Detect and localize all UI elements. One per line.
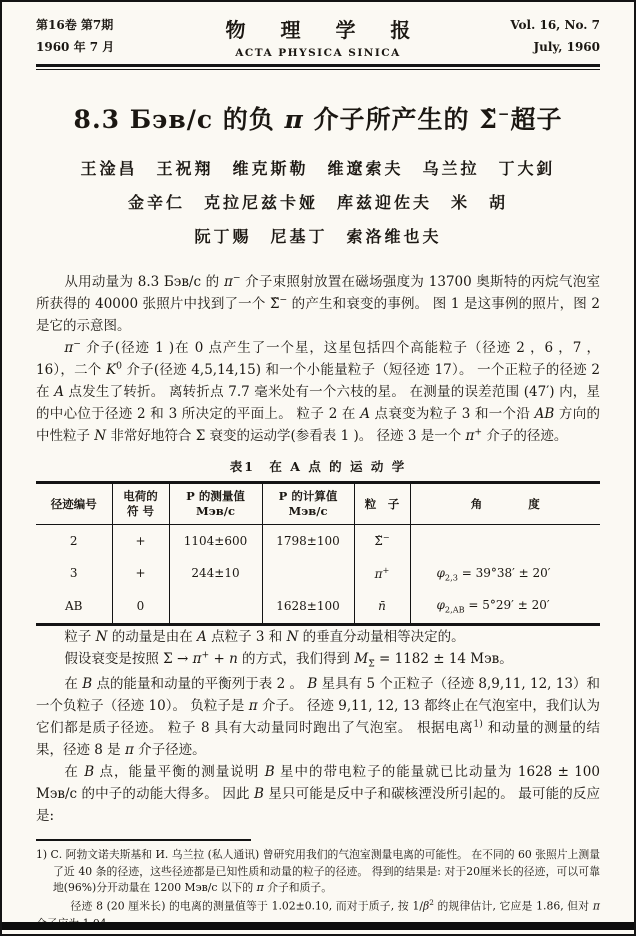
col-header-track-number: 径迹编号 bbox=[36, 483, 112, 525]
cell-p-measured: 1104±600 bbox=[169, 525, 262, 558]
header-rule bbox=[36, 64, 600, 70]
paragraph-mass: 假设衰变是按照 Σ → π+ + n 的方式，我们得到 $M_{\Sigmã} = 1182 \pm 14$ Мэв。 bbox=[64, 649, 513, 670]
table-row-track-AB bbox=[36, 590, 600, 624]
cell-p-measured bbox=[169, 590, 262, 624]
col-header-particle: 粒 子 bbox=[354, 483, 410, 525]
cell-particle: Σ̃− bbox=[354, 525, 410, 558]
journal-header bbox=[36, 14, 600, 59]
col-header-p-measured: P 的测量值 Мэв/c bbox=[169, 483, 262, 525]
journal-title-block bbox=[166, 14, 470, 59]
kinematics-table bbox=[36, 481, 600, 626]
paragraph-star-b: 在 B 点的能量和动量的平衡列于表 2 。 B 星具有 5 个正粒子（径迹 8,9,11, 12, 13）和一个负粒子（径迹 10）。 负粒子是 π 介子。 径迹 9,11, 12, 13 都终止在气泡室中，我们认为它们都是质子径迹。 粒子 8 具有大动量同时跑出了气泡室。 根据电离$^{1)}$ 和动量的测量的结果，径迹 8 是 π 介子径迹。 bbox=[36, 675, 600, 758]
footnote-1: 1) С. 阿勃文诺夫斯基和 И. 乌兰拉 (私人通讯) 曾研究用我们的气泡室测量电离的可能性。 在不同的 60 张照片上测量了近 40 条的径迹，这些径迹都是已知性质和动量的粒子的径迹。 得到的结果是: 对于20厘米长的径迹，可以可靠地(96%)分开动量在 1200 Мэв/c 以下的 π 介子和质子。 bbox=[36, 847, 600, 895]
cell-charge: + bbox=[112, 558, 169, 591]
footnote-rule bbox=[36, 839, 251, 841]
cell-angle: $\varphi_{2,3} = 39^\circ 38' \pm 20'$ bbox=[410, 558, 600, 591]
issue-volume-cn: 第16卷 第7期 bbox=[36, 18, 114, 32]
table-row-track-2 bbox=[36, 525, 600, 558]
journal-title-cn: 物 理 学 报 bbox=[225, 18, 425, 42]
author-block bbox=[36, 156, 600, 247]
author-line-1: 王淦昌 王祝翔 维克斯勒 维遼索夫 乌兰拉 丁大釗 bbox=[80, 159, 556, 178]
paragraph-event-description: π− 介子(径迹 1 )在 0 点产生了一个星，这星包括四个高能粒子（径迹 2 ，6 ，7 ，16），二个 $K^0$ 介子(径迹 4,5,14,15) 和一个小能量粒子（短径迹 17）。 一个正粒子的径迹 2 在 A 点发生了转折。 离转折点 7.7 毫米处有一个六枝的星。 在测量的误差范围 (47′) 内，星的中心位于径迹 2 和 3 所决定的平面上。 粒子 2 在 A 点衰变为粒子 3 和一个沿 AB 方向的中性粒子 N 非常好地符合 Σ 衰变的运动学(参看表 1 )。 径迹 3 是一个 π+ 介子的径迹。 bbox=[36, 338, 600, 444]
page-bottom-bar bbox=[2, 922, 634, 930]
cell-p-measured: 244±10 bbox=[169, 558, 262, 591]
article-body bbox=[36, 271, 600, 827]
cell-p-computed bbox=[262, 558, 354, 591]
cell-track: AB bbox=[65, 599, 83, 614]
issue-block-en bbox=[470, 14, 600, 58]
cell-p-computed: 1798±100 bbox=[262, 525, 354, 558]
paragraph-annihilation: 在 B 点，能量平衡的测量说明 B 星中的带电粒子的能量就已比动量为 1628 ± 100 Мэв/c 的中子的动能大得多。 因此 B 星只可能是反中子和碳核湮没所引起的。 最可能的反应是: bbox=[36, 763, 600, 824]
col-header-p-computed: P 的计算值 Мэв/c bbox=[262, 483, 354, 525]
paragraph-intro: 从用动量为 8.3 Бэв/c 的 π− 介子束照射放置在磁场强度为 13700 奥斯特的丙烷气泡室所获得的 40000 张照片中找到了一个 Σ̃− 的产生和衰变的事例。 图 1 是这事例的照片，图 2 是它的示意图。 bbox=[36, 272, 600, 334]
cell-charge: 0 bbox=[112, 590, 169, 624]
author-line-2: 金辛仁 克拉尼兹卡娅 库兹迎佐夫 米 胡 bbox=[127, 193, 508, 212]
cell-track: 2 bbox=[69, 533, 78, 548]
paragraph-momentum-n: 粒子 N 的动量是由在 A 点粒子 3 和 N 的垂直分动量相等决定的。 bbox=[64, 629, 465, 646]
col-header-angle: 角 度 bbox=[410, 483, 600, 525]
cell-angle: $\varphi_{2,AB} = 5^\circ 29' \pm 20'$ bbox=[410, 590, 600, 624]
cell-particle: n̄ bbox=[354, 590, 410, 624]
cell-track: 3 bbox=[69, 566, 78, 581]
author-line-3: 阮丁赐 尼基丁 索洛维也夫 bbox=[194, 227, 442, 246]
cell-charge: + bbox=[112, 525, 169, 558]
issue-block-cn bbox=[36, 14, 166, 58]
issue-volume-en: Vol. 16, No. 7 bbox=[510, 18, 600, 32]
paper-title: 8.3 Бэв/c 的负 π 介子所产生的 Σ̃−超子 bbox=[73, 105, 563, 134]
journal-title-en: ACTA PHYSICA SINICA bbox=[235, 47, 401, 59]
footnote-1-continued: 径迹 8 (20 厘米长) 的电离的测量值等于 1.02±0.10, 而对于质子, 按 $1/\beta^2$ 的规律估计, 它应是 1.86, 但对 π bbox=[70, 898, 600, 913]
col-header-charge-sign: 电荷的 符 号 bbox=[112, 483, 169, 525]
table-caption: 表1 在 A 点 的 运 动 学 bbox=[229, 459, 407, 474]
table-row-track-3 bbox=[36, 558, 600, 591]
cell-p-computed: 1628±100 bbox=[262, 590, 354, 624]
issue-date-cn: 1960 年 7 月 bbox=[36, 40, 115, 55]
cell-angle bbox=[410, 525, 600, 558]
cell-particle: π+ bbox=[354, 558, 410, 591]
table-header-row bbox=[36, 483, 600, 525]
issue-date-en: July, 1960 bbox=[533, 40, 600, 55]
